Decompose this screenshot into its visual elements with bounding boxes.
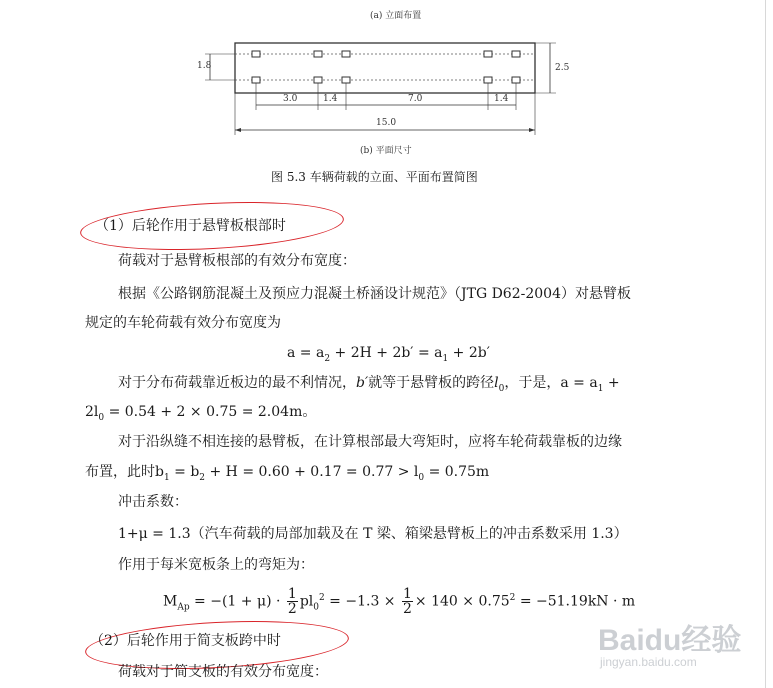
p4-text-a: 布置，此时 <box>85 464 155 480</box>
section1-p3-line2: $2l_0 = 0.54 + 2 \times 0.75 = 2.04m$。 <box>85 404 317 423</box>
formula-distribution-width: $a = a_2 + 2H + 2b' = a_1 + 2b'$ <box>287 345 490 364</box>
section1-p5: 冲击系数： <box>118 494 188 510</box>
dim-3-0: 3.0 <box>283 94 298 104</box>
section1-p3-line1: 对于分布荷载靠近板边的最不利情况，b′就等于悬臂板的跨径$l_0$，于是，$a = a_1$ + <box>118 375 620 394</box>
section1-p2-line1: 根据《公路钢筋混凝土及预应力混凝土桥涵设计规范》（JTG D62-2004）对悬臂板 <box>118 286 631 302</box>
p3-text-c: ，于是， <box>504 375 561 391</box>
section1-heading: （1）后轮作用于悬臂板根部时 <box>95 218 286 234</box>
dim-7-0: 7.0 <box>408 94 423 104</box>
section1-p7: 作用于每米宽板条上的弯矩为： <box>118 557 314 573</box>
dim-1-4-right: 1.4 <box>494 94 509 104</box>
section2-heading: （2）后轮作用于简支板跨中时 <box>90 633 281 649</box>
section2-p1: 荷载对于简支板的有效分布宽度： <box>118 664 328 680</box>
dim-1-8: 1.8 <box>197 61 212 71</box>
section1-p2-line2: 规定的车轮荷载有效分布宽度为 <box>85 315 281 331</box>
figure-caption: 图 5.3 车辆荷载的立面、平面布置简图 <box>271 170 478 184</box>
section1-p4-line1: 对于沿纵缝不相连接的悬臂板，在计算根部最大弯矩时，应将车轮荷载靠板的边缘 <box>118 434 622 450</box>
baidu-watermark <box>590 615 760 680</box>
plan-diagram <box>190 30 570 155</box>
figure-title-b: (b) 平面尺寸 <box>360 146 412 156</box>
p3-text-b: 就等于悬臂板的跨径 <box>368 375 495 391</box>
figure-title-a: (a) 立面布置 <box>370 11 422 21</box>
p3-text-a: 对于分布荷载靠近板边的最不利情况， <box>118 375 356 391</box>
formula-moment: $M_{Ap} = -(1 + \mu)$ · $\frac{1}{2}$ $pl_0^2 = -1.3$ × $\frac{1}{2}$ × $140 \times 0.75^2 = -51.19kN \cdot m$ <box>163 586 636 618</box>
dim-15-0: 15.0 <box>376 118 397 128</box>
section1-p1: 荷载对于悬臂板根部的有效分布宽度： <box>118 253 356 269</box>
watermark-url: jingyan.baidu.com <box>600 655 697 669</box>
dim-1-4-left: 1.4 <box>323 94 338 104</box>
page-edge <box>765 0 766 688</box>
section1-p4-line2: 布置，此时$b_1 = b_2 + H = 0.60 + 0.17 = 0.77 > l_0 = 0.75m$ <box>85 464 490 483</box>
section1-p6: 1+μ = 1.3（汽车荷载的局部加载及在 T 梁、箱梁悬臂板上的冲击系数采用 1.3） <box>118 526 628 542</box>
dim-2-5: 2.5 <box>555 63 570 73</box>
watermark-brand: Baidu经验 <box>598 624 742 657</box>
